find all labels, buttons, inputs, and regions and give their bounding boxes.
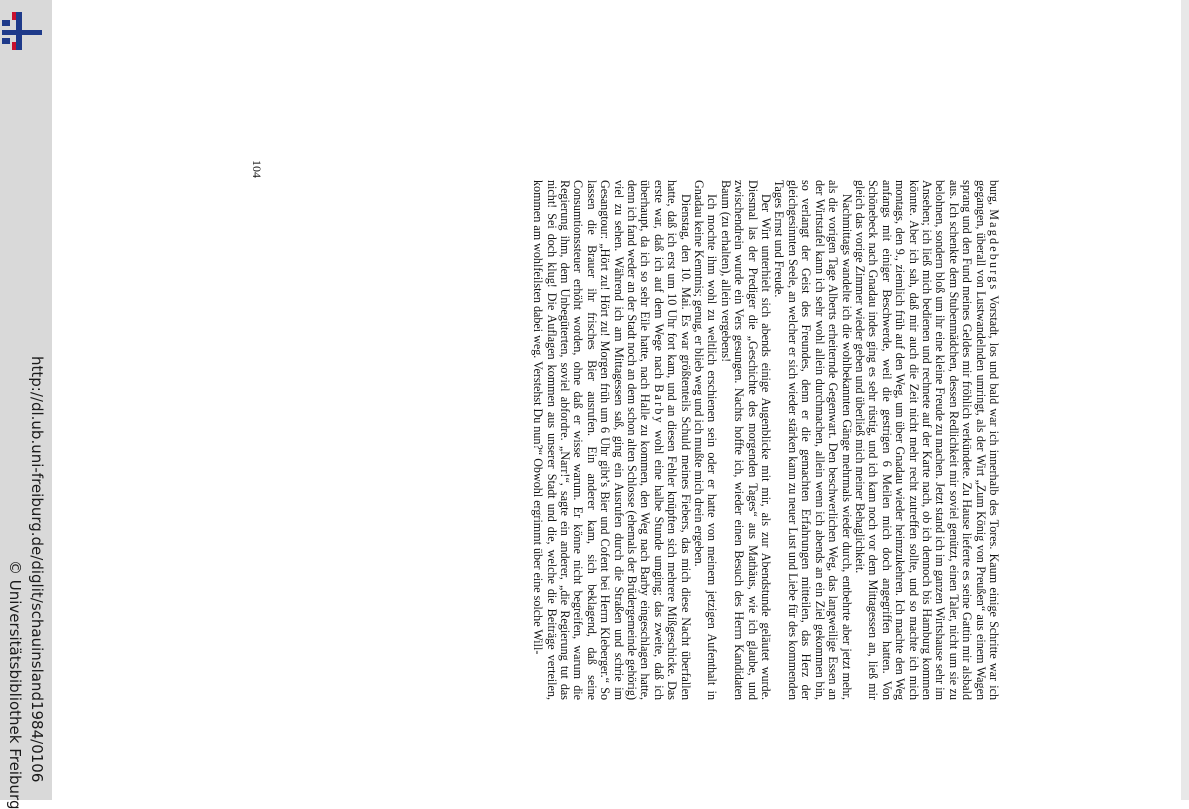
paragraph [531, 180, 692, 700]
sidebar-text-block [4, 0, 48, 809]
viewer-right-edge [1181, 0, 1189, 800]
paragraph-text: Ich mochte ihm wohl zu weltlich erschienen sein oder er hatte von meinem jetzigen Aufenthalt in Gnadau keine Kenntnis; genug, er blieb weg und ich mußte mich drein ergeben. [692, 180, 720, 700]
paragraph-text: Nachmittags wandelte ich die wohlbekannten Gänge mehrmals wieder durch, entbehrte aber jetzt mehr, als die vorigen Tage Alberts erheiternde Gegenwart. Den beschwerlichen Weg, das langweilige Essen an der Wirtstafel kann ich sehr wohl allein durchmachen, allein wenn ich abends an ein Ziel gekommen bin, so verlangt der Geist des Freundes, denn er die gemachten Erfahrungen mitteilen, das Herz der gleichgesinnten Seele, an welcher er sich wieder stärken kann zu neuer Lust und Liebe für des kommenden Tages Ernst und Freude. [772, 180, 854, 700]
spaced-name: Barby [651, 384, 666, 425]
paragraph-text: wohl eine halbe Stunde umging; das zweite, daß ich überhaupt, da ich so sehr Eile hatte, nach Halle zu kommen, den Weg nach Barby eingeschlagen hatte, denn ich fand weder an der Stadt noch an dem schon alten Schlosse (ehemals der Brüdergemeinde gehörig) viel zu sehen. Während ich am Mittagessen saß, ging ein Ausrufen durch die Straßen und schrie im Gesangtour: „Hört zu! Hört zu! Morgen früh um 6 Uhr gibt’s Bier und Cofent bei Herrn Kleberger.“ So lassen die Brauer ihr frisches Bier ausrufen. Ein anderer kam, sich beklagend, daß seine Consumtionssteuer erhöht worden, ohne daß er wisse warum. Er könne nicht begreifen, warum die Regierung ihm, dem Unbegüterten, soviel abfordre. „Narr!“, sagte ein anderer, „die Regierung tut das nicht! Sei doch klug! Die Auflagen kommen aus unserer Stadt und die, welche die Beiträge verteilen, kommen am wohlfeilsten dabei weg. Verstehst Du nun?“ Obwohl ergrimmt über eine solche Will- [531, 180, 666, 700]
copyright-notice: © Universitätsbibliothek Freiburg [6, 560, 24, 809]
paragraph-text: burg, [987, 180, 1001, 205]
page-number: 104 [250, 160, 264, 178]
paragraph-text: Vorstadt, los und bald war ich innerhalb des Tores. Kaum einige Schritte war ich gegangen, überall von Lustwandelnden umringt, als der Wirt „Zum König von Preußen“ aus einem Wagen sprang und den Fund meines Geldes mir fröhlich verkündete. Zu Hause lieferte es seine Gattin mir alsbald aus. Ich schenkte dem Stubenmädchen, dessen Redlichkeit mir soviel genützt, einen Taler, nicht um sie zu belohnen, sondern bloß um ihr eine kleine Freude zu machen. Jetzt stand ich im ganzen Wirtshause sehr im Ansehen; ich ließ mich bedienen und rechnete auf der Karte nach, ob ich dennoch bis Hamburg kommen könnte. Aber ich sah, daß mir auch die Zeit nicht mehr recht zutreffen sollte, und so machte ich mich montags, den 9., ziemlich früh auf den Weg, um über Gnadau wieder heimzukehren. Ich machte den Weg anfangs mit einiger Beschwerde, weil die gestrigen 6 Meilen mich doch angegriffen hatten. Von Schönebeck nach Gnadau indes ging es sehr rüstig, und ich kam noch vor dem Mittagessen an, ließ mir gleich das vorige Zimmer wieder geben und überließ mich meiner Behaglichkeit. [852, 180, 1001, 700]
paragraph [853, 180, 1000, 700]
page-text-block [240, 180, 1000, 700]
paragraph [718, 180, 772, 700]
spaced-name: Magdeburgs [987, 209, 1001, 292]
source-url-link[interactable]: http://dl.ub.uni-freiburg.de/diglit/schauinsland1984/0106 [28, 356, 46, 783]
paragraph [692, 180, 719, 700]
viewer-sidebar [0, 0, 52, 809]
paragraph-text: Dienstag, den 10. Mai. Es war größtenteils Schuld meines Fiebers, das mich diese Nacht überfallen hatte, daß ich erst um 10 Uhr fort kam, und an diesen Fehler knüpften sich mehrere Mißgeschicke. Das erste war, daß ich auf dem Wege nach [651, 180, 693, 700]
paragraph [772, 180, 852, 700]
paragraph-text: Der Wirt unterhielt sich abends einige Augenblicke mit mir, als zur Abendstunde geläutet wurde. Diesmal las der Prediger die „Geschichte des morgenden Tages“ aus Mathäus, wie ich glaube, und zwischendrein wurde ein Vers gesungen. Nachts hoffte ich, wieder einen Besuch des Herrn Kandidaten Baum (zu erhalten), allein vergebens! [718, 180, 774, 700]
